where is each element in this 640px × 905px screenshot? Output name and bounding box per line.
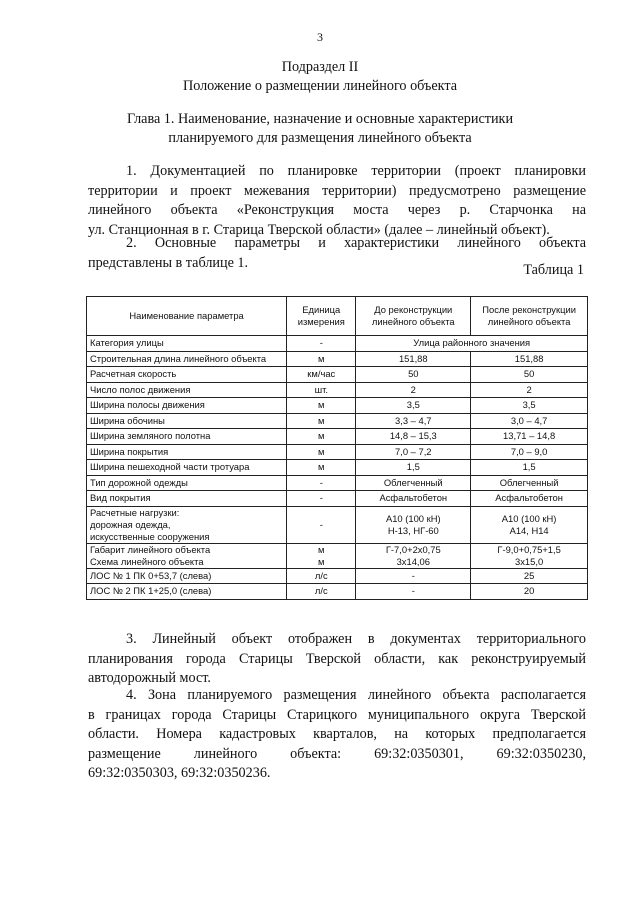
cell-parameter: Габарит линейного объекта Схема линейного объекта — [87, 543, 287, 568]
paragraph-line: территории и проект межевания территории) предусмотрено размещение — [88, 182, 586, 199]
header-unit: Единица измерения — [287, 297, 356, 336]
cell-parameter: Число полос движения — [87, 382, 287, 398]
cell-before: Облегченный — [356, 475, 471, 491]
cell-unit: м — [287, 351, 356, 367]
table-row — [87, 475, 588, 491]
paragraph-4 — [88, 686, 586, 784]
cell-parameter: Ширина пешеходной части тротуара — [87, 460, 287, 476]
cell-after: 13,71 – 14,8 — [471, 429, 588, 445]
cell-after: Г-9,0+0,75+1,5 3х15,0 — [471, 543, 588, 568]
table-row — [87, 413, 588, 429]
paragraph-line: области. Номера кадастровых кварталов, на которых предполагается — [88, 726, 586, 742]
cell-parameter: Ширина обочины — [87, 413, 287, 429]
paragraph-line: размещение линейного объекта: 69:32:0350301, 69:32:0350230, — [88, 745, 586, 762]
cell-unit: - — [287, 336, 356, 352]
cell-before: 2 — [356, 382, 471, 398]
cell-after: 151,88 — [471, 351, 588, 367]
header-after: После реконструкции линейного объекта — [471, 297, 588, 336]
cell-unit: м — [287, 429, 356, 445]
cell-unit: м м — [287, 543, 356, 568]
cell-after: 3,0 – 4,7 — [471, 413, 588, 429]
cell-unit: м — [287, 460, 356, 476]
cell-before: - — [356, 584, 471, 600]
cell-unit: шт. — [287, 382, 356, 398]
table-row — [87, 429, 588, 445]
cell-parameter: ЛОС № 2 ПК 1+25,0 (слева) — [87, 584, 287, 600]
table-row — [87, 460, 588, 476]
cell-unit: - — [287, 475, 356, 491]
table-row — [87, 491, 588, 507]
cell-parameter: Тип дорожной одежды — [87, 475, 287, 491]
paragraph-line: представлены в таблице 1. — [88, 254, 249, 271]
chapter-title-line-1: Глава 1. Наименование, назначение и основные характеристики — [126, 111, 514, 127]
cell-parameter: Расчетные нагрузки: дорожная одежда, искусственные сооружения — [87, 506, 287, 543]
cell-after: 7,0 – 9,0 — [471, 444, 588, 460]
cell-after: Асфальтобетон — [471, 491, 588, 507]
chapter-title-line-2: планируемого для размещения линейного объекта — [168, 130, 472, 146]
table-row — [87, 367, 588, 383]
cell-unit: л/с — [287, 584, 356, 600]
paragraph-line: линейного объекта «Реконструкция моста через р. Старчонка на — [88, 202, 586, 218]
cell-before: 3,3 – 4,7 — [356, 413, 471, 429]
subsection-title: Подраздел II — [281, 59, 359, 75]
table-row — [87, 568, 588, 584]
cell-unit: л/с — [287, 568, 356, 584]
paragraph-line: 4. Зона планируемого размещения линейного объекта располагается — [126, 687, 586, 703]
cell-unit: м — [287, 413, 356, 429]
table-header-row — [87, 297, 588, 336]
cell-before: Асфальтобетон — [356, 491, 471, 507]
paragraph-1 — [88, 162, 586, 240]
table-row — [87, 336, 588, 352]
paragraph-line: 3. Линейный объект отображен в документах территориального — [126, 631, 586, 647]
cell-before: 7,0 – 7,2 — [356, 444, 471, 460]
cell-after: 25 — [471, 568, 588, 584]
cell-before: 1,5 — [356, 460, 471, 476]
cell-before: А10 (100 кН) Н-13, НГ-60 — [356, 506, 471, 543]
cell-before: 151,88 — [356, 351, 471, 367]
cell-parameter: Вид покрытия — [87, 491, 287, 507]
cell-parameter: Расчетная скорость — [87, 367, 287, 383]
table-caption: Таблица 1 — [523, 262, 584, 278]
table-row — [87, 444, 588, 460]
paragraph-line: 1. Документацией по планировке территории (проект планировки — [126, 163, 586, 179]
cell-unit: м — [287, 444, 356, 460]
cell-unit: - — [287, 491, 356, 507]
table-row — [87, 398, 588, 414]
cell-after: 1,5 — [471, 460, 588, 476]
cell-after: 2 — [471, 382, 588, 398]
paragraph-line: планирования города Старицы Тверской области, как реконструируемый — [88, 650, 586, 667]
paragraph-line: ул. Станционная в г. Старица Тверской области» (далее – линейный объект). — [88, 221, 550, 238]
cell-before: 14,8 – 15,3 — [356, 429, 471, 445]
paragraph-line: 2. Основные параметры и характеристики линейного объекта — [126, 235, 586, 251]
paragraph-line: автодорожный мост. — [88, 670, 211, 686]
cell-before: 3,5 — [356, 398, 471, 414]
cell-parameter: ЛОС № 1 ПК 0+53,7 (слева) — [87, 568, 287, 584]
cell-before: 50 — [356, 367, 471, 383]
paragraph-3 — [88, 630, 586, 689]
table-row — [87, 382, 588, 398]
cell-unit: м — [287, 398, 356, 414]
cell-parameter: Строительная длина линейного объекта — [87, 351, 287, 367]
table-row — [87, 351, 588, 367]
paragraph-line: в границах города Старицы Старицкого муниципального округа Тверской — [88, 706, 586, 723]
cell-unit: км/час — [287, 367, 356, 383]
table-row — [87, 543, 588, 568]
cell-after: Облегченный — [471, 475, 588, 491]
cell-after: А10 (100 кН) А14, Н14 — [471, 506, 588, 543]
cell-after: 50 — [471, 367, 588, 383]
header-parameter: Наименование параметра — [87, 297, 287, 336]
table-row — [87, 506, 588, 543]
cell-before: Г-7,0+2х0,75 3х14,06 — [356, 543, 471, 568]
cell-unit: - — [287, 506, 356, 543]
cell-after: 3,5 — [471, 398, 588, 414]
cell-before: - — [356, 568, 471, 584]
paragraph-line: 69:32:0350303, 69:32:0350236. — [88, 765, 271, 781]
cell-parameter: Ширина полосы движения — [87, 398, 287, 414]
paragraph-2 — [88, 234, 586, 273]
cell-parameter: Категория улицы — [87, 336, 287, 352]
cell-parameter: Ширина земляного полотна — [87, 429, 287, 445]
table-row — [87, 584, 588, 600]
cell-after: 20 — [471, 584, 588, 600]
cell-parameter: Ширина покрытия — [87, 444, 287, 460]
cell-value-merged: Улица районного значения — [356, 336, 588, 352]
page-number: 3 — [317, 30, 323, 44]
subsection-subtitle: Положение о размещении линейного объекта — [182, 78, 458, 94]
parameters-table — [86, 296, 588, 600]
header-before: До реконструкции линейного объекта — [356, 297, 471, 336]
